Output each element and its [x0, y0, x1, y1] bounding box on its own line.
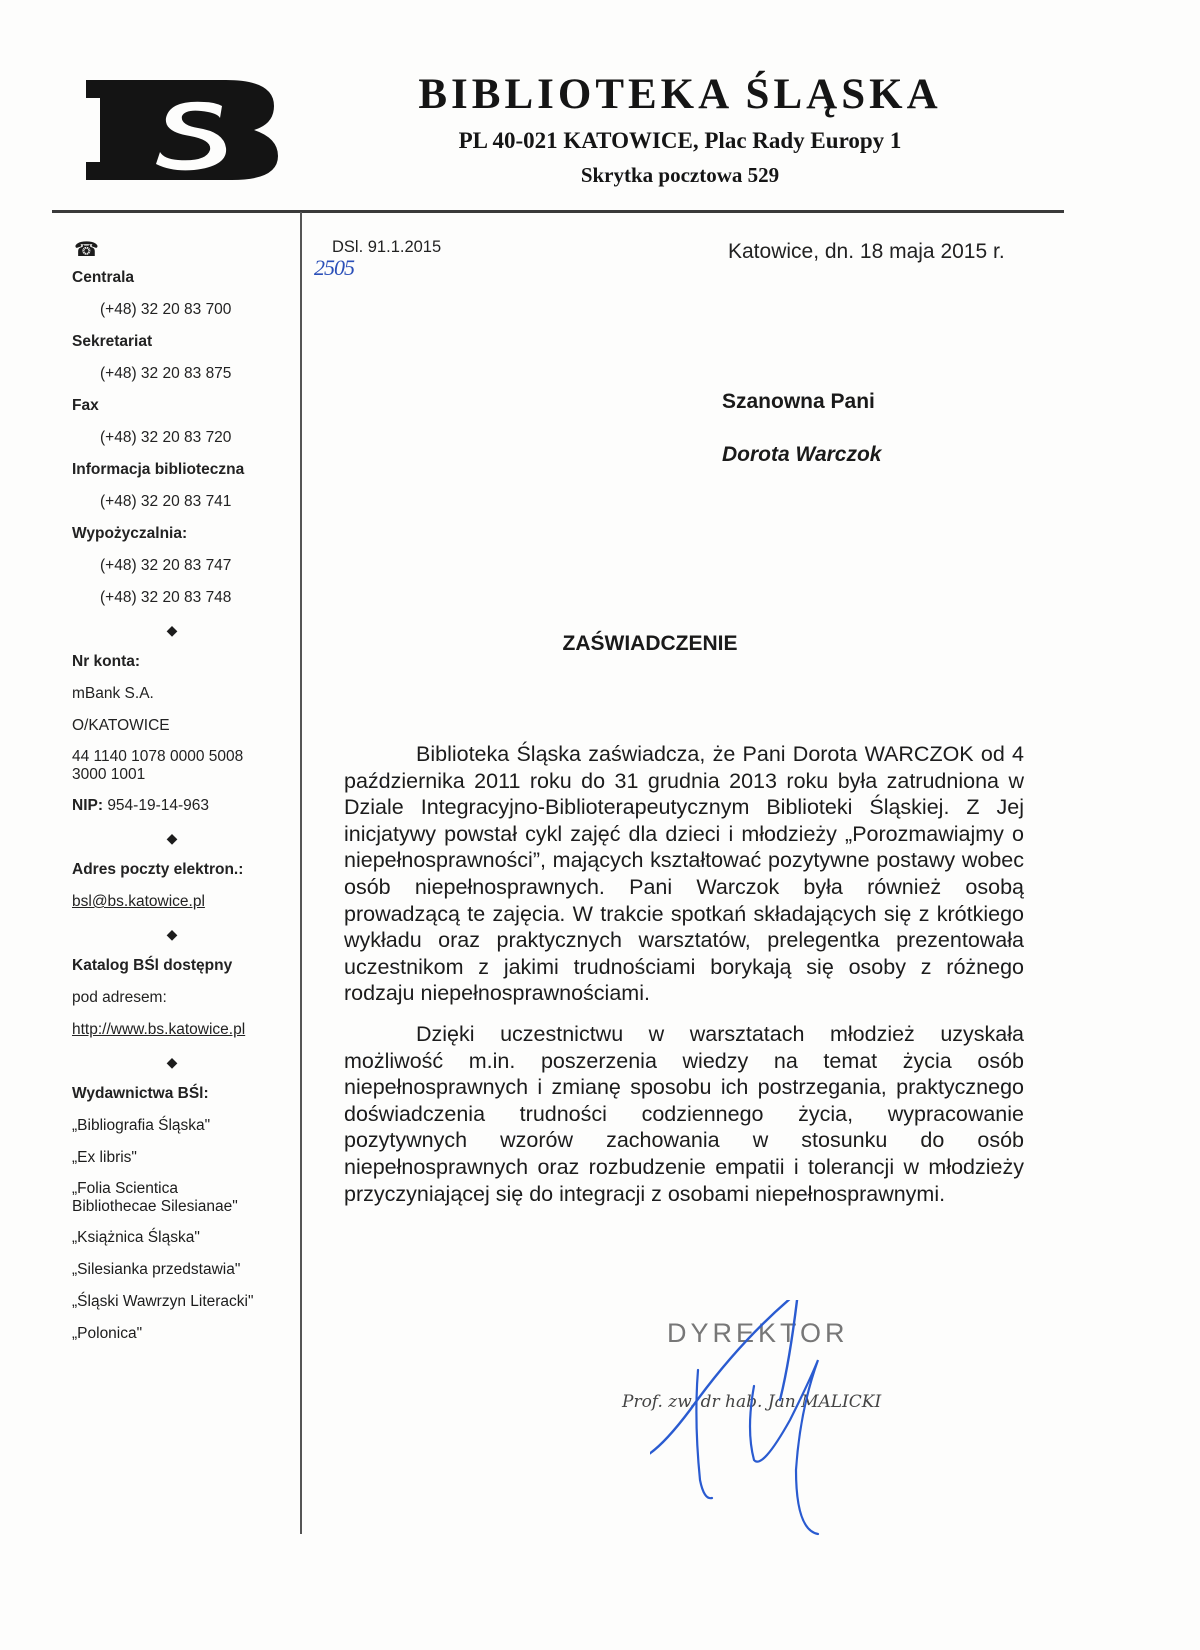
- body-paragraph: Dzięki uczestnictwu w warsztatach młodzież uzyskała możliwość m.in. poszerzenia wiedzy na temat życia osób niepełnosprawnych i zmianę sposobu ich postrzegania, praktycznego doświadczenia trudności codziennego życia, wypracowanie pozytywnych wzorów zachowania w stosunku do osób niepełnosprawnych oraz rozbudzenie empatii i tolerancji w młodzieży przyczyniającej się do integracji z osobami niepełnosprawnymi.: [344, 1021, 1024, 1206]
- publication-item: „Książnica Śląska": [72, 1229, 200, 1246]
- publications-label: Wydawnictwa BŚl:: [72, 1085, 209, 1102]
- contact-label-centrala: Centrala: [72, 269, 135, 286]
- catalog-text: pod adresem:: [72, 989, 167, 1006]
- bank-branch: O/KATOWICE: [72, 717, 170, 734]
- nip-value: 954-19-14-963: [107, 797, 210, 814]
- bank-name: mBank S.A.: [72, 685, 154, 702]
- contact-number: (+48) 32 20 83 875: [100, 365, 232, 382]
- diamond-separator-icon: ◆: [166, 1054, 178, 1070]
- handwritten-registry-number: 2505: [314, 255, 354, 280]
- publication-item: „Folia Scientica Bibliothecae Silesianae": [72, 1180, 238, 1215]
- letter-body: [344, 741, 1024, 1207]
- contact-number: (+48) 32 20 83 748: [100, 589, 232, 606]
- contact-number: (+48) 32 20 83 700: [100, 301, 232, 318]
- bs-logo-icon: [86, 80, 278, 180]
- body-paragraph: Biblioteka Śląska zaświadcza, że Pani Dorota WARCZOK od 4 października 2011 roku do 31 grudnia 2013 roku była zatrudniona w Dziale Integracyjno-Biblioterapeutycznym Biblioteki Śląskiej. Z Jej inicjatywy powstał cykl zajęć dla dzieci i młodzieży „Porozmawiajmy o niepełnosprawności”, mających kształtować pozytywne postawy wobec osób niepełnosprawnych. Pani Warczok była również osobą prowadzącą te zajęcia. W trakcie spotkań składających się z krótkiego wykładu oraz praktycznych warsztatów, prelegentka prezentowała uczestnikom z jakimi trudnościami borykają się osoby z różnego rodzaju niepełnosprawnościami.: [344, 742, 1024, 1006]
- director-stamp-name: Prof. zw. dr hab. Jan MALICKI: [622, 1392, 882, 1412]
- diamond-separator-icon: ◆: [166, 926, 178, 942]
- publication-item: „Ex libris": [72, 1149, 137, 1166]
- library-po-box: Skrytka pocztowa 529: [580, 163, 780, 187]
- signature-icon: [650, 1300, 880, 1540]
- salutation: Szanowna Pani: [722, 390, 875, 413]
- contact-number: (+48) 32 20 83 720: [100, 429, 232, 446]
- diamond-separator-icon: ◆: [166, 622, 178, 638]
- contact-number: (+48) 32 20 83 747: [100, 557, 232, 574]
- catalog-label: Katalog BŚl dostępny: [72, 957, 233, 974]
- contact-label-wypozyczalnia: Wypożyczalnia:: [72, 525, 188, 542]
- account-label: Nr konta:: [72, 653, 141, 670]
- library-logo: [86, 80, 278, 180]
- nip-row: [72, 796, 292, 816]
- telephone-icon: ☎: [74, 239, 99, 261]
- header-divider: [52, 210, 1064, 213]
- contact-sidebar: [72, 236, 292, 1344]
- nip-label: NIP:: [72, 797, 103, 814]
- email-link[interactable]: bsl@bs.katowice.pl: [72, 893, 205, 910]
- publications-list: [72, 1116, 292, 1344]
- director-stamp-title: DYREKTOR: [667, 1318, 849, 1348]
- publication-item: „Bibliografia Śląska": [72, 1117, 211, 1134]
- letter-date: Katowice, dn. 18 maja 2015 r.: [728, 240, 1005, 263]
- contact-label-sekretariat: Sekretariat: [72, 333, 153, 350]
- diamond-separator-icon: ◆: [166, 830, 178, 846]
- contact-number: (+48) 32 20 83 741: [100, 493, 232, 510]
- library-address: PL 40-021 KATOWICE, Plac Rady Europy 1: [458, 128, 902, 153]
- email-label: Adres poczty elektron.:: [72, 861, 244, 878]
- publication-item: „Polonica": [72, 1325, 143, 1342]
- publication-item: „Śląski Wawrzyn Literacki": [72, 1293, 254, 1310]
- reference-number: DSl. 91.1.2015: [332, 238, 442, 256]
- contact-label-informacja: Informacja biblioteczna: [72, 461, 245, 478]
- contact-label-fax: Fax: [72, 397, 99, 414]
- account-number: 44 1140 1078 0000 5008 3000 1001: [72, 748, 244, 783]
- recipient-name: Dorota Warczok: [722, 443, 882, 466]
- sidebar-divider: [300, 212, 302, 1534]
- publication-item: „Silesianka przedstawia": [72, 1261, 241, 1278]
- handwritten-signature: [650, 1300, 880, 1540]
- library-name: BIBLIOTEKA ŚLĄSKA: [418, 71, 942, 118]
- document-title: ZAŚWIADCZENIE: [562, 632, 738, 655]
- catalog-url-link[interactable]: http://www.bs.katowice.pl: [72, 1021, 246, 1038]
